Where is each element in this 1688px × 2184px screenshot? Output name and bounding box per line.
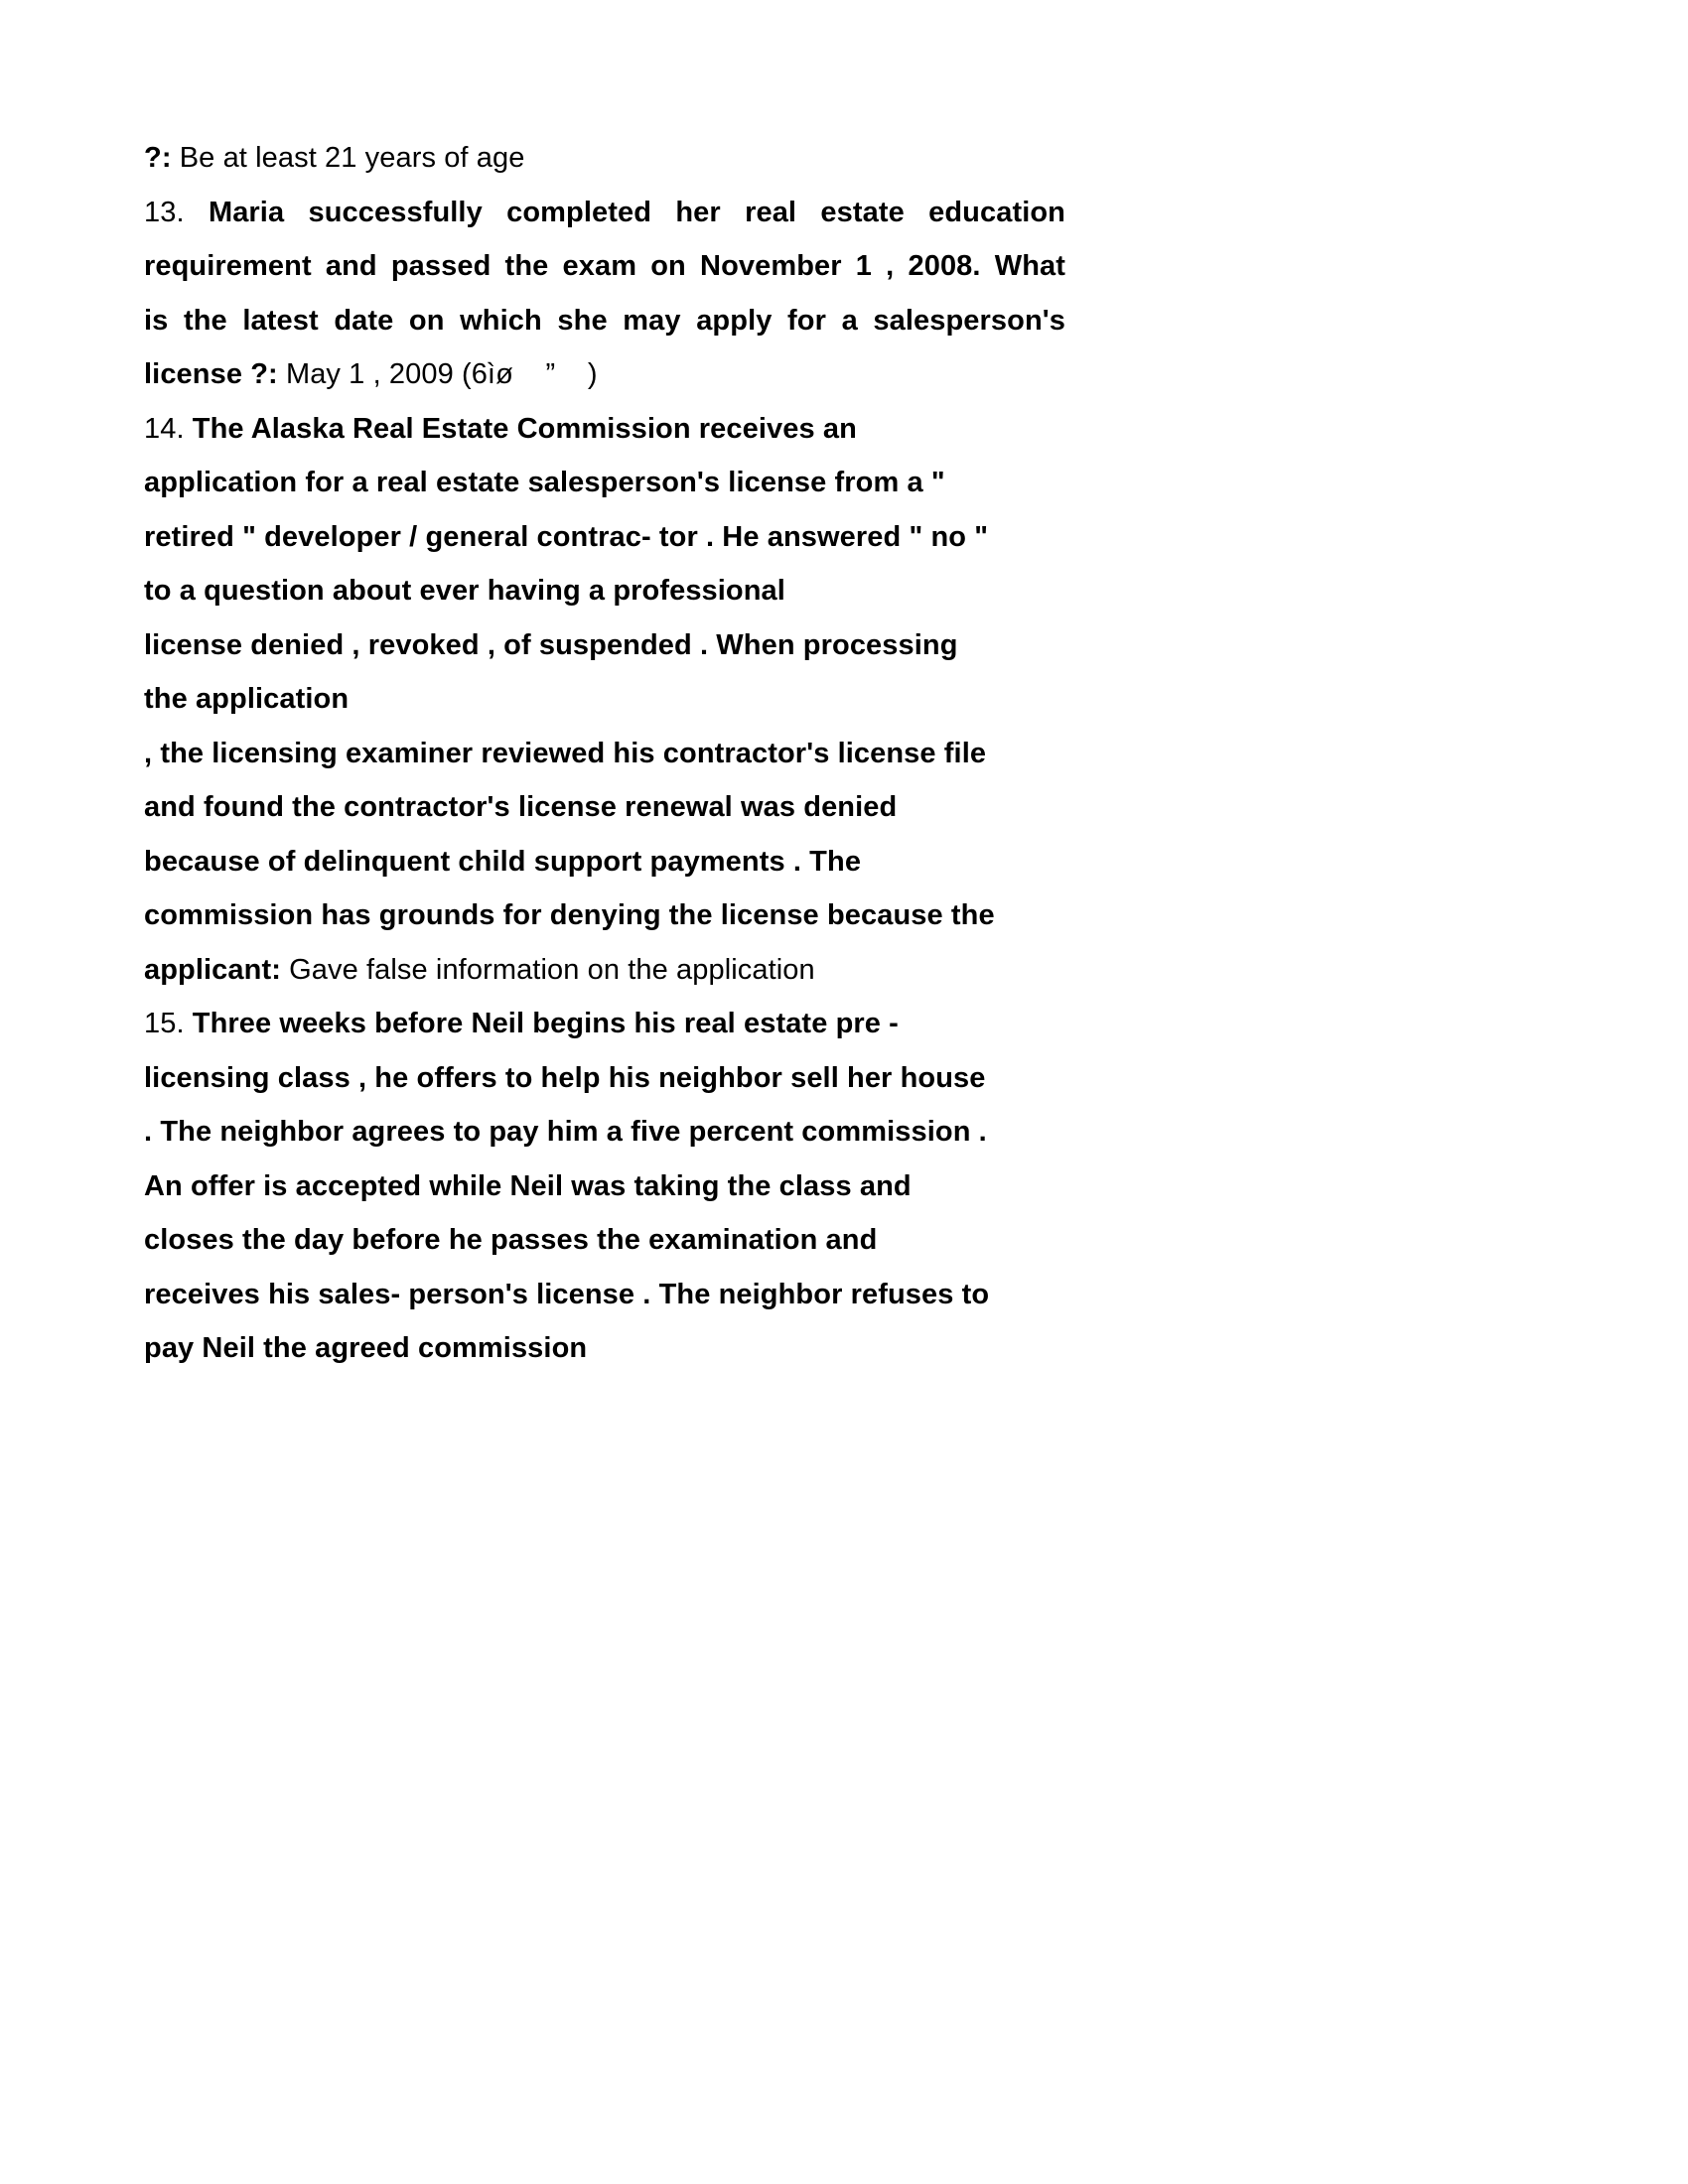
text-run: and found the contractor's license renewal was denied [144, 791, 898, 823]
text-run: Gave false information on the application [280, 953, 815, 986]
text-line [144, 402, 1065, 457]
text-line [144, 780, 1065, 835]
text-run: is the latest date on which she may apply for a salesperson's [144, 304, 1065, 337]
text-line [144, 997, 1065, 1051]
text-run: Be at least 21 years of age [171, 142, 525, 174]
text-run: An offer is accepted while Neil was taking the class and [144, 1169, 912, 1202]
document-text-block [144, 131, 1065, 1376]
text-run: Three weeks before Neil begins his real estate pre - [192, 1008, 899, 1039]
text-line [144, 888, 1065, 943]
text-run: 14. [144, 412, 193, 445]
paragraph [144, 131, 1065, 186]
text-line [144, 294, 1065, 348]
text-line [144, 1160, 1065, 1214]
text-run: The Alaska Real Estate Commission receives an [192, 412, 857, 445]
text-run: ?: [144, 142, 172, 174]
text-run: May 1 , 2009 (6ìø ” ) [277, 358, 598, 390]
text-line [144, 618, 1065, 673]
text-run: receives his sales- person's license . The neighbor refuses to [144, 1278, 990, 1310]
text-line [144, 943, 1065, 998]
text-run: 15. [144, 1008, 193, 1039]
text-line [144, 186, 1065, 240]
text-line [144, 1268, 1065, 1322]
paragraph [144, 402, 1065, 998]
text-run: licensing class , he offers to help his neighbor sell her house [144, 1061, 986, 1094]
text-line [144, 727, 1065, 781]
text-line [144, 1105, 1065, 1160]
text-run: license denied , revoked , of suspended . When processing [144, 628, 958, 661]
text-line [144, 1051, 1065, 1106]
text-run: , the licensing examiner reviewed his contractor's license file [144, 737, 987, 769]
text-line [144, 456, 1065, 510]
text-run: Maria successfully completed her real estate education [208, 196, 1066, 228]
text-line [144, 835, 1065, 889]
text-run: . The neighbor agrees to pay him a five percent commission . [144, 1116, 987, 1148]
text-line [144, 131, 1065, 186]
text-run: pay Neil the agreed commission [144, 1332, 588, 1364]
text-line [144, 347, 1065, 402]
text-line [144, 564, 1065, 618]
text-run: application for a real estate salesperson's license from a " [144, 467, 945, 498]
text-run: commission has grounds for denying the license because the [144, 899, 995, 931]
paragraph [144, 186, 1065, 402]
text-run: the application [144, 683, 350, 715]
text-run: license ?: [144, 358, 278, 390]
text-run: closes the day before he passes the examination and [144, 1224, 878, 1256]
text-run: 13. [144, 196, 209, 228]
paragraph [144, 997, 1065, 1376]
text-run: requirement and passed the exam on November 1 , 2008. What [144, 250, 1065, 282]
text-line [144, 672, 1065, 727]
text-line [144, 1213, 1065, 1268]
text-run: to a question about ever having a professional [144, 575, 785, 607]
text-line [144, 239, 1065, 294]
text-line [144, 1321, 1065, 1376]
text-line [144, 510, 1065, 565]
text-run: because of delinquent child support payments . The [144, 845, 862, 878]
text-run: applicant: [144, 953, 281, 986]
text-run: retired " developer / general contrac- tor . He answered " no " [144, 520, 989, 553]
